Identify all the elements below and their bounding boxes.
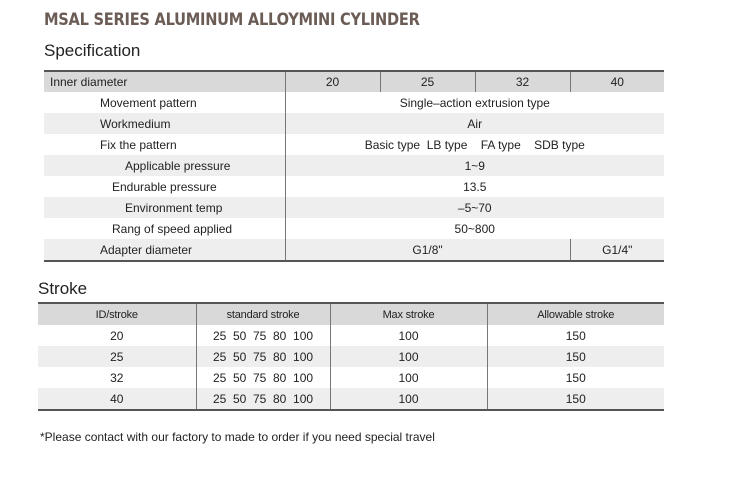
diameter-col: 20 bbox=[285, 71, 380, 92]
spec-label: Endurable pressure bbox=[112, 179, 217, 194]
page-title: MSAL SERIES ALUMINUM ALLOYMINI CYLINDER bbox=[44, 10, 420, 30]
spec-header-row bbox=[44, 71, 664, 92]
spec-row bbox=[44, 155, 664, 176]
table-cell: 100 bbox=[330, 388, 487, 410]
spec-row bbox=[44, 134, 664, 155]
specification-heading: Specification bbox=[44, 41, 141, 60]
table-cell: 25 bbox=[38, 346, 196, 367]
column-header: ID/stroke bbox=[38, 303, 196, 325]
spec-label: Fix the pattern bbox=[100, 137, 177, 152]
table-cell: 25 50 75 80 100 bbox=[196, 325, 330, 346]
diameter-col: 40 bbox=[570, 71, 664, 92]
adapter-label: Adapter diameter bbox=[44, 239, 285, 261]
table-cell: 100 bbox=[330, 367, 487, 388]
spec-label: Movement pattern bbox=[100, 95, 197, 110]
spec-label: Rang of speed applied bbox=[112, 221, 233, 236]
spec-value: 50~800 bbox=[285, 218, 664, 239]
table-cell: 25 50 75 80 100 bbox=[196, 367, 330, 388]
column-header: Max stroke bbox=[330, 303, 487, 325]
spec-label: Applicable pressure bbox=[44, 155, 285, 176]
spec-row bbox=[44, 239, 664, 261]
table-row bbox=[38, 388, 664, 410]
spec-value: Air bbox=[285, 113, 664, 134]
table-cell: 40 bbox=[38, 388, 196, 410]
stroke-table bbox=[38, 302, 664, 411]
spec-label: Environment temp bbox=[44, 197, 285, 218]
table-row bbox=[38, 367, 664, 388]
stroke-heading: Stroke bbox=[38, 279, 88, 298]
spec-value: 13.5 bbox=[285, 176, 664, 197]
column-header: Allowable stroke bbox=[487, 303, 664, 325]
spec-value: –5~70 bbox=[285, 197, 664, 218]
table-cell: 32 bbox=[110, 370, 124, 385]
spec-value: 1~9 bbox=[285, 155, 664, 176]
specification-table bbox=[44, 70, 664, 262]
stroke-header-row bbox=[38, 303, 664, 325]
spec-value: Single–action extrusion type bbox=[285, 92, 664, 113]
spec-label: Workmedium bbox=[44, 113, 285, 134]
footnote: *Please contact with our factory to made to order if you need special travel bbox=[40, 430, 435, 444]
spec-row bbox=[44, 113, 664, 134]
diameter-col: 32 bbox=[475, 71, 570, 92]
table-cell: 150 bbox=[487, 388, 664, 410]
table-row bbox=[38, 325, 664, 346]
spec-value: Basic type LB type FA type SDB type bbox=[285, 134, 664, 155]
table-cell: 100 bbox=[330, 346, 487, 367]
inner-diameter-label: Inner diameter bbox=[44, 71, 285, 92]
spec-row bbox=[44, 218, 664, 239]
table-row bbox=[38, 346, 664, 367]
table-cell: 25 50 75 80 100 bbox=[196, 346, 330, 367]
table-cell: 150 bbox=[487, 367, 664, 388]
table-cell: 20 bbox=[110, 328, 124, 343]
table-cell: 150 bbox=[487, 325, 664, 346]
table-cell: 25 50 75 80 100 bbox=[196, 388, 330, 410]
spec-row bbox=[44, 92, 664, 113]
table-cell: 150 bbox=[487, 346, 664, 367]
column-header: standard stroke bbox=[196, 303, 330, 325]
table-cell: 100 bbox=[330, 325, 487, 346]
spec-row bbox=[44, 197, 664, 218]
adapter-value: G1/8" bbox=[285, 239, 570, 261]
spec-row bbox=[44, 176, 664, 197]
diameter-col: 25 bbox=[380, 71, 475, 92]
adapter-value: G1/4" bbox=[570, 239, 664, 261]
